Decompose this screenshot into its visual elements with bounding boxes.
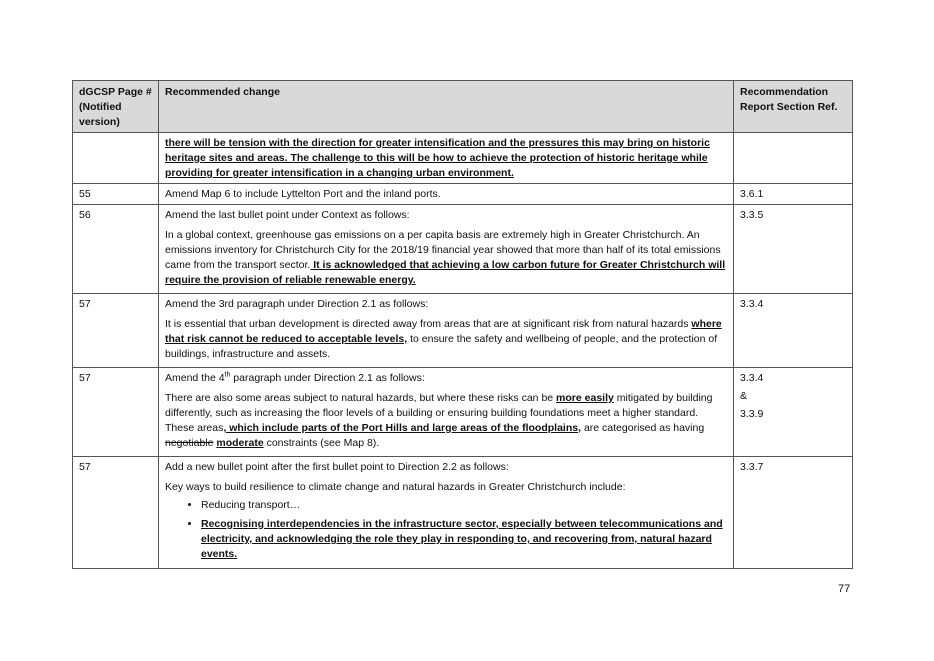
recommendations-table [72,80,853,569]
inserted-text: Recognising interdependencies in the infrastructure sector, especially between telecommunications and electricity, and acknowledging the role they play in responding to, and recovering from, natural hazard events. [201,518,723,560]
header-section-ref: Recommendation Report Section Ref. [734,81,853,133]
row-change [159,133,734,184]
change-intro: Amend the 3rd paragraph under Direction 2.1 as follows: [165,298,429,310]
page-number: 77 [838,583,851,595]
table-row [73,457,853,569]
intro-text: paragraph under Direction 2.1 as follows: [230,372,425,384]
inserted-text: where that risk cannot be reduced to acceptable levels, [165,318,722,345]
inserted-text: , which include parts of the Port Hills and large areas of the floodplains, [223,422,582,434]
row-change [159,368,734,457]
inserted-text: moderate [216,437,264,449]
ref-line: 3.3.9 [740,408,764,420]
table-row [73,184,853,205]
intro-text: Amend the 4 [165,372,225,384]
row-ref: 3.3.5 [734,205,853,294]
row-page: 56 [73,205,159,294]
body-text: In a global context, greenhouse gas emissions on a per capita basis are extremely high in Greater Christchurch. An emissions inventory for Christchurch City for the 2018/19 financial year showed that more than half of its total emissions came from the transport sector. [165,229,721,271]
row-page: 57 [73,294,159,368]
row-page: 57 [73,368,159,457]
header-page-number: dGCSP Page # (Notified version) [73,81,159,133]
change-intro [165,371,727,386]
change-body: Key ways to build resilience to climate change and natural hazards in Greater Christchurch include: [165,481,626,493]
header-recommended-change: Recommended change [159,81,734,133]
bullet-list [165,498,727,562]
row-change: Amend Map 6 to include Lyttelton Port and the inland ports. [159,184,734,205]
row-change [159,457,734,569]
table-row [73,368,853,457]
change-body [165,391,727,451]
row-ref [734,133,853,184]
table-row [73,294,853,368]
table-row [73,205,853,294]
inserted-text: there will be tension with the direction for greater intensification and the pressures this may bring on historic heritage sites and areas. The challenge to this will be how to achieve the protection of historic heritage while providing for greater intensification in a changing urban environment. [165,137,710,179]
change-body [165,317,727,362]
bullet-item [201,517,727,562]
row-ref: 3.3.7 [734,457,853,569]
deleted-text: negotiable [165,437,214,449]
change-body [165,228,727,288]
change-intro: Amend the last bullet point under Context as follows: [165,209,410,221]
body-text: mitigated by building differently, such as increasing the floor levels of a building or ensuring building foundations meet a higher standard. These areas [165,392,713,434]
row-ref [734,368,853,457]
row-change [159,205,734,294]
body-text: constraints (see Map 8). [263,437,380,449]
body-text: to ensure the safety and wellbeing of people, and the protection of buildings, infrastructure and assets. [165,333,718,360]
body-text: There are also some areas subject to natural hazards, but where these risks can be [165,392,557,404]
row-page [73,133,159,184]
row-ref: 3.3.4 [734,294,853,368]
row-change [159,294,734,368]
inserted-text: more easily [556,392,614,404]
row-ref: 3.6.1 [734,184,853,205]
row-page: 57 [73,457,159,569]
body-text: are categorised as having [581,422,705,434]
table-header-row [73,81,853,133]
change-intro: Add a new bullet point after the first bullet point to Direction 2.2 as follows: [165,461,509,473]
body-text: It is essential that urban development is directed away from areas that are at significant risk from natural hazards [165,318,692,330]
ref-line: & [740,390,748,402]
ordinal-suffix: th [224,371,231,379]
ref-line: 3.3.4 [740,372,764,384]
bullet-item: • Reducing transport… [201,498,727,513]
row-page: 55 [73,184,159,205]
table-row [73,133,853,184]
inserted-text: It is acknowledged that achieving a low carbon future for Greater Christchurch will require the provision of reliable renewable energy. [165,259,726,286]
